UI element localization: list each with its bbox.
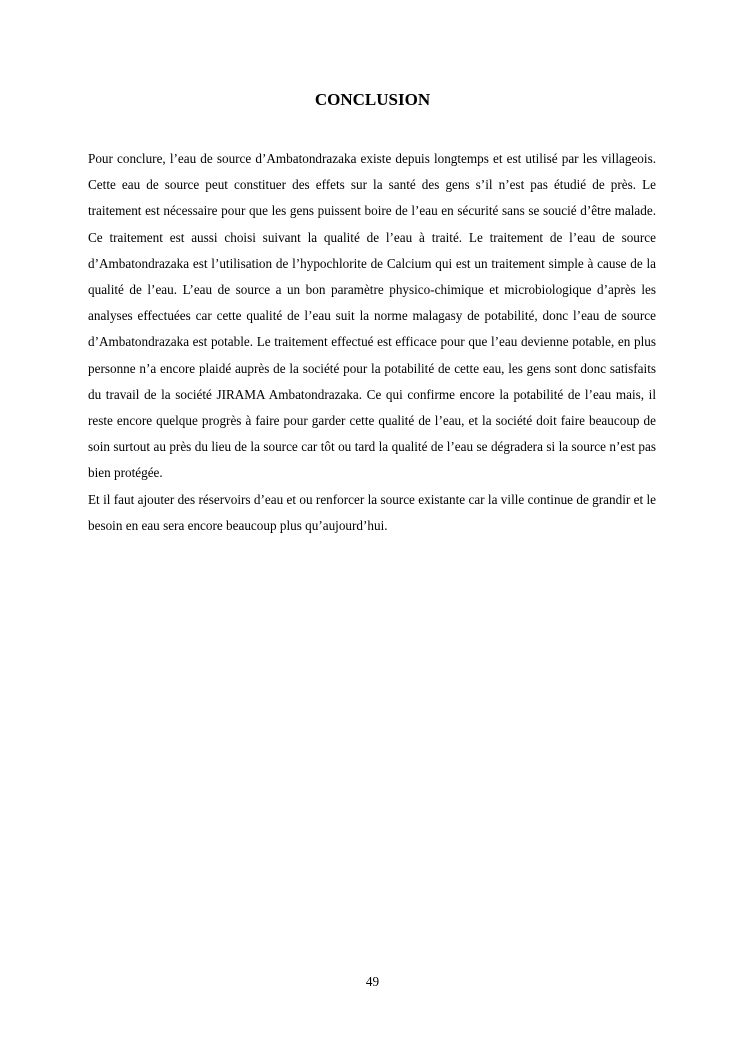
paragraph-2: Et il faut ajouter des réservoirs d’eau et ou renforcer la source existante car la ville continue de grandir et le besoin en eau sera encore beaucoup plus qu’aujourd’hui.	[88, 491, 656, 533]
body-text	[88, 146, 656, 539]
page-title: CONCLUSION	[314, 90, 431, 109]
page-number: 49	[365, 974, 380, 989]
paragraph-1: Pour conclure, l’eau de source d’Ambatondrazaka existe depuis longtemps et est utilisé par les villageois. Cette eau de source peut constituer des effets sur la santé des gens s’il n’est pas étudié de près. Le traitement est nécessaire pour que les gens puissent boire de l’eau en sécurité sans se soucié d’être malade. Ce traitement est aussi choisi suivant la qualité de l’eau à traité. Le traitement de l’eau de source d’Ambatondrazaka est l’utilisation de l’hypochlorite de Calcium qui est un traitement simple à cause de la qualité de l’eau. L’eau de source a un bon paramètre physico-chimique et microbiologique d’après les analyses effectuées car cette qualité de l’eau suit la norme malagasy de potabilité, donc l’eau de source d’Ambatondrazaka est potable. Le traitement effectué est efficace pour que l’eau devienne potable, en plus personne n’a encore plaidé auprès de la société pour la potabilité de cette eau, les gens sont donc satisfaits du travail de la société JIRAMA Ambatondrazaka. Ce qui confirme encore la potabilité de l’eau mais, il reste encore quelque progrès à faire pour garder cette qualité de l’eau, et la société doit faire beaucoup de soin surtout au près du lieu de la source car tôt ou tard la qualité de l’eau se dégradera si la source n’est pas bien protégée.	[88, 151, 656, 481]
